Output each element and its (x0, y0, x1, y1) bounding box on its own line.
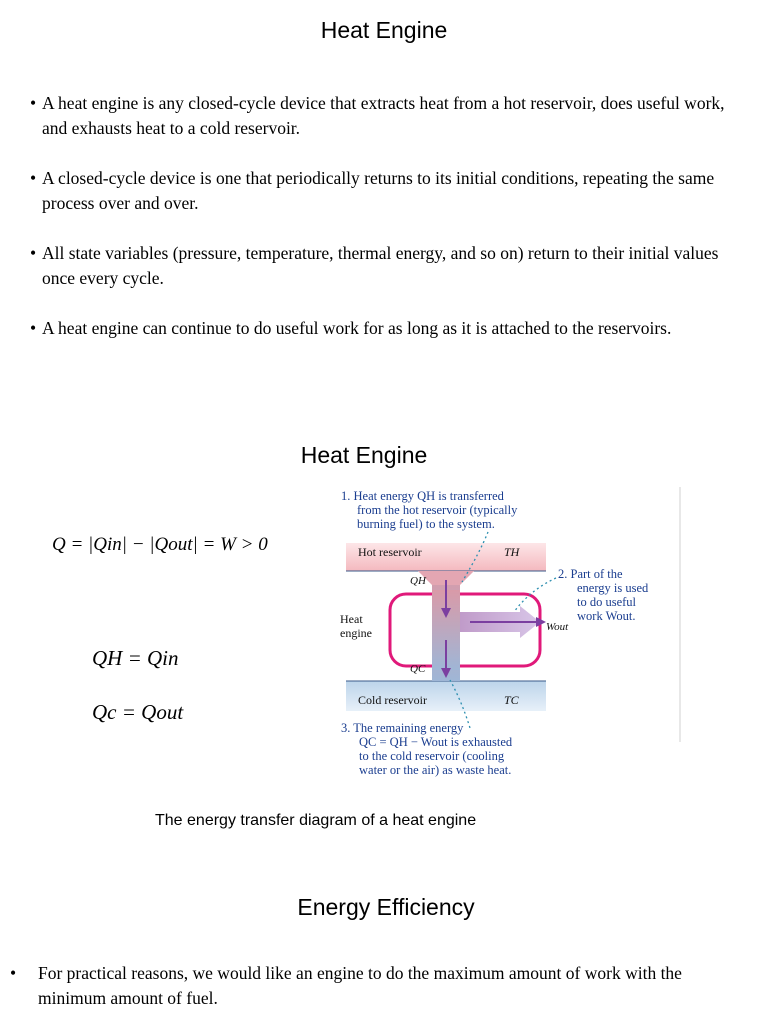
slide1-title: Heat Engine (320, 17, 448, 43)
heat-engine-label-2: engine (340, 626, 372, 640)
slide2-title: Heat Engine (300, 442, 428, 468)
note-3-line-4: water or the air) as waste heat. (359, 763, 512, 777)
note-1-line-2: from the hot reservoir (typically (357, 503, 518, 517)
wout-label: Wout (546, 621, 569, 633)
qc-label: QC (410, 663, 426, 675)
th-label: TH (504, 545, 520, 559)
note-3-line-3: to the cold reservoir (cooling (359, 749, 505, 763)
note-2-line-3: to do useful (577, 595, 637, 609)
qc-equation: Qc = Qout (92, 700, 184, 724)
note-2-line-4: work Wout. (577, 609, 636, 623)
note-2-line-1: 2. Part of the (558, 567, 623, 581)
slide1-bullet-2: • A closed-cycle device is one that periodically returns to its initial conditions, repeating the same process over and over. (30, 168, 715, 213)
qh-equation: QH = Qin (92, 646, 179, 670)
note-2-line-2: energy is used (577, 581, 649, 595)
slide1-bullet-4: • A heat engine can continue to do useful work for as long as it is attached to the reservoirs. (30, 318, 672, 338)
slide1-bullet-1: • A heat engine is any closed-cycle device that extracts heat from a hot reservoir, does useful work, and exhausts heat to a cold reservoir. (30, 93, 725, 138)
slide1-bullet-3: • All state variables (pressure, temperature, thermal energy, and so on) return to their initial values once every cycle. (30, 243, 719, 288)
slide3-bullet-1: • For practical reasons, we would like an engine to do the maximum amount of work with the minimum amount of fuel. (10, 963, 682, 1008)
tc-label: TC (504, 693, 519, 707)
heat-engine-label-1: Heat (340, 612, 363, 626)
qh-label: QH (410, 575, 426, 587)
note-3-line-2: QC = QH − Wout is exhausted (359, 735, 513, 749)
note-1-line-3: burning fuel) to the system. (357, 517, 495, 531)
net-work-equation: Q = |Qin| − |Qout| = W > 0 (52, 534, 268, 555)
diagram-caption: The energy transfer diagram of a heat engine (155, 812, 477, 829)
hot-reservoir-label: Hot reservoir (358, 545, 422, 559)
note-1-line-1: 1. Heat energy QH is transferred (341, 489, 504, 503)
slide3-title: Energy Efficiency (297, 894, 475, 920)
note-3-line-1: 3. The remaining energy (341, 721, 464, 735)
cold-reservoir-label: Cold reservoir (358, 693, 427, 707)
